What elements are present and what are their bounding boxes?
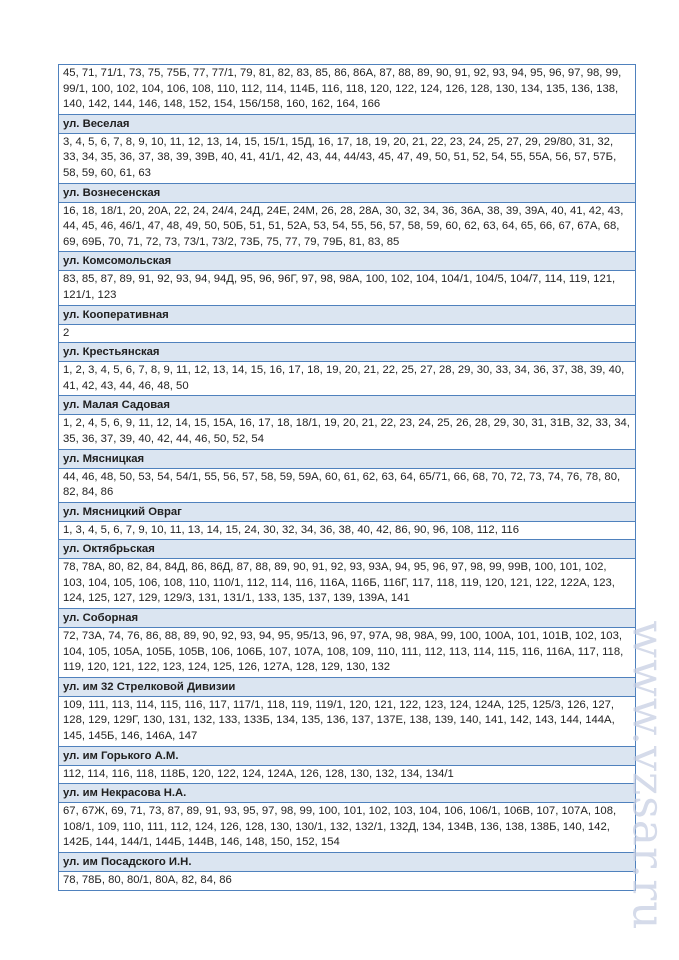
street-name-cell: ул. Кооперативная	[59, 305, 636, 324]
street-name-cell: ул. им 32 Стрелковой Дивизии	[59, 677, 636, 696]
house-numbers-row	[59, 559, 636, 609]
house-numbers-cell: 1, 2, 3, 4, 5, 6, 7, 8, 9, 11, 12, 13, 14, 15, 16, 17, 18, 19, 20, 21, 22, 25, 27, 28, 29, 30, 33, 34, 36, 37, 38, 39, 40, 41, 42, 43, 44, 46, 48, 50	[59, 362, 636, 396]
house-numbers-cell: 16, 18, 18/1, 20, 20А, 22, 24, 24/4, 24Д, 24Е, 24М, 26, 28, 28А, 30, 32, 34, 36, 36А, 38, 39, 39А, 40, 41, 42, 43, 44, 45, 46, 46/1, 47, 48, 49, 50, 50Б, 51, 51, 52А, 53, 54, 55, 56, 57, 58, 59, 60, 62, 63, 64, 65, 66, 67, 67А, 68, 69, 69Б, 70, 71, 72, 73, 73/1, 73/2, 73Б, 75, 77, 79, 79Б, 81, 83, 85	[59, 202, 636, 252]
house-numbers-row	[59, 202, 636, 252]
street-header-row	[59, 746, 636, 765]
street-name-cell: ул. им Посадского И.Н.	[59, 853, 636, 872]
house-numbers-cell: 67, 67Ж, 69, 71, 73, 87, 89, 91, 93, 95, 97, 98, 99, 100, 101, 102, 103, 104, 106, 106/1, 106В, 107, 107А, 108, 108/1, 109, 110, 111, 112, 124, 126, 128, 130, 130/1, 132, 132/1, 132Д, 134, 134В, 136, 138, 138Б, 140, 142, 142Б, 144, 144/1, 144Б, 144В, 146, 148, 150, 152, 154	[59, 803, 636, 853]
house-numbers-row	[59, 521, 636, 540]
house-numbers-cell: 109, 111, 113, 114, 115, 116, 117, 117/1, 118, 119, 119/1, 120, 121, 122, 123, 124, 124А, 125, 125/3, 126, 127, 128, 129, 129Г, 130, 131, 132, 133, 133Б, 134, 135, 136, 137, 137Е, 138, 139, 140, 141, 142, 143, 144, 144А, 145, 145Б, 146, 146А, 147	[59, 696, 636, 746]
street-name-cell: ул. Малая Садовая	[59, 396, 636, 415]
street-header-row	[59, 853, 636, 872]
document-page	[58, 64, 636, 891]
house-numbers-cell: 83, 85, 87, 89, 91, 92, 93, 94, 94Д, 95, 96, 96Г, 97, 98, 98А, 100, 102, 104, 104/1, 104/5, 104/7, 114, 119, 121, 121/1, 123	[59, 271, 636, 305]
street-header-row	[59, 183, 636, 202]
house-numbers-cell: 1, 2, 4, 5, 6, 9, 11, 12, 14, 15, 15А, 16, 17, 18, 18/1, 19, 20, 21, 22, 23, 24, 25, 26, 28, 29, 30, 31, 31В, 32, 33, 34, 35, 36, 37, 39, 40, 42, 44, 46, 50, 52, 54	[59, 415, 636, 449]
street-name-cell: ул. Мясницкая	[59, 449, 636, 468]
street-name-cell: ул. Соборная	[59, 609, 636, 628]
house-numbers-row	[59, 324, 636, 343]
street-header-row	[59, 252, 636, 271]
house-numbers-row	[59, 803, 636, 853]
street-header-row	[59, 449, 636, 468]
street-header-row	[59, 396, 636, 415]
street-header-row	[59, 305, 636, 324]
site-watermark	[622, 600, 674, 950]
house-numbers-row	[59, 415, 636, 449]
house-numbers-cell: 45, 71, 71/1, 73, 75, 75Б, 77, 77/1, 79, 81, 82, 83, 85, 86, 86А, 87, 88, 89, 90, 91, 92, 93, 94, 95, 96, 97, 98, 99, 99/1, 100, 102, 104, 106, 108, 110, 112, 114, 114Б, 116, 118, 120, 122, 124, 126, 128, 130, 134, 135, 136, 138, 140, 142, 144, 146, 148, 152, 154, 156/158, 160, 162, 164, 166	[59, 65, 636, 115]
house-numbers-cell: 78, 78Б, 80, 80/1, 80А, 82, 84, 86	[59, 872, 636, 891]
street-header-row	[59, 114, 636, 133]
street-name-cell: ул. им Некрасова Н.А.	[59, 784, 636, 803]
house-numbers-cell: 3, 4, 5, 6, 7, 8, 9, 10, 11, 12, 13, 14, 15, 15/1, 15Д, 16, 17, 18, 19, 20, 21, 22, 23, 24, 25, 27, 29, 29/80, 31, 32, 33, 34, 35, 36, 37, 38, 39, 39В, 40, 41, 41/1, 42, 43, 44, 44/43, 45, 47, 49, 50, 51, 52, 54, 55, 55А, 56, 57, 57Б, 58, 59, 60, 61, 63	[59, 133, 636, 183]
house-numbers-row	[59, 133, 636, 183]
house-numbers-row	[59, 628, 636, 678]
street-name-cell: ул. Веселая	[59, 114, 636, 133]
street-name-cell: ул. Октябрьская	[59, 540, 636, 559]
house-numbers-cell: 78, 78А, 80, 82, 84, 84Д, 86, 86Д, 87, 88, 89, 90, 91, 92, 93, 93А, 94, 95, 96, 97, 98, 99, 99В, 100, 101, 102, 103, 104, 105, 106, 108, 110, 110/1, 112, 114, 116, 116А, 116Б, 116Г, 117, 118, 119, 120, 121, 122, 122А, 123, 124, 125, 127, 129, 129/3, 131, 131/1, 133, 135, 137, 139, 139А, 141	[59, 559, 636, 609]
house-numbers-cell: 2	[59, 324, 636, 343]
watermark-text: www.vzsar.ru	[622, 619, 674, 931]
house-numbers-row	[59, 271, 636, 305]
street-house-table	[58, 64, 636, 891]
street-header-row	[59, 502, 636, 521]
house-numbers-row	[59, 696, 636, 746]
street-name-cell: ул. Крестьянская	[59, 343, 636, 362]
street-header-row	[59, 343, 636, 362]
house-numbers-row	[59, 65, 636, 115]
street-name-cell: ул. им Горького А.М.	[59, 746, 636, 765]
house-numbers-row	[59, 765, 636, 784]
house-numbers-cell: 72, 73А, 74, 76, 86, 88, 89, 90, 92, 93, 94, 95, 95/13, 96, 97, 97А, 98, 98А, 99, 100, 100А, 101, 101В, 102, 103, 104, 105, 105А, 105Б, 105В, 106, 106Б, 107, 107А, 108, 109, 110, 111, 112, 113, 114, 115, 116, 116А, 117, 118, 119, 120, 121, 122, 123, 124, 125, 126, 127А, 128, 129, 130, 132	[59, 628, 636, 678]
house-numbers-cell: 112, 114, 116, 118, 118Б, 120, 122, 124, 124А, 126, 128, 130, 132, 134, 134/1	[59, 765, 636, 784]
street-name-cell: ул. Вознесенская	[59, 183, 636, 202]
house-numbers-row	[59, 468, 636, 502]
street-header-row	[59, 540, 636, 559]
street-name-cell: ул. Комсомольская	[59, 252, 636, 271]
street-header-row	[59, 677, 636, 696]
street-header-row	[59, 609, 636, 628]
house-numbers-cell: 1, 3, 4, 5, 6, 7, 9, 10, 11, 13, 14, 15, 24, 30, 32, 34, 36, 38, 40, 42, 86, 90, 96, 108, 112, 116	[59, 521, 636, 540]
house-numbers-cell: 44, 46, 48, 50, 53, 54, 54/1, 55, 56, 57, 58, 59, 59А, 60, 61, 62, 63, 64, 65/71, 66, 68, 70, 72, 73, 74, 76, 78, 80, 82, 84, 86	[59, 468, 636, 502]
street-name-cell: ул. Мясницкий Овраг	[59, 502, 636, 521]
house-numbers-row	[59, 872, 636, 891]
street-header-row	[59, 784, 636, 803]
house-numbers-row	[59, 362, 636, 396]
